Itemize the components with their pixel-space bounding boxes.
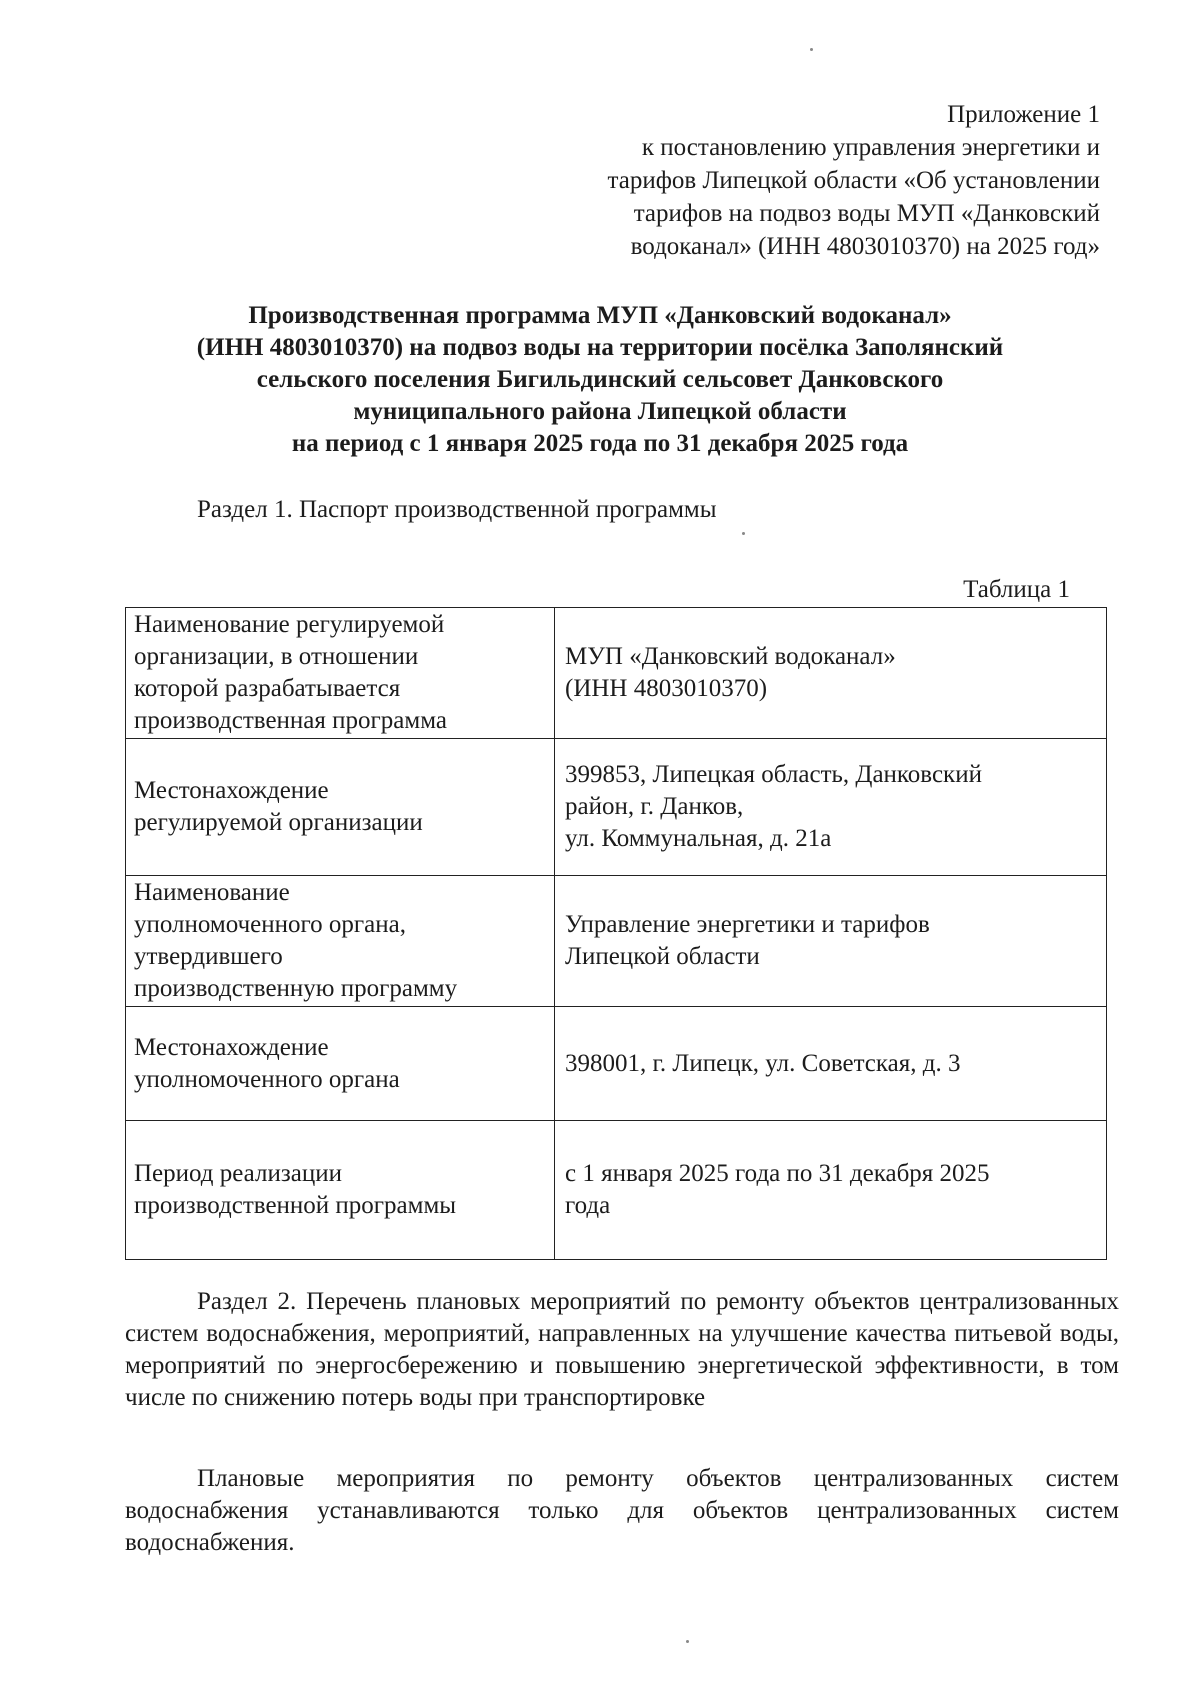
row-label: Наименование уполномоченного органа, утвердившего производственную программу [126,876,555,1007]
appendix-line: тарифов Липецкой области «Об установлении [607,167,1100,194]
row-value: 399853, Липецкая область, Данковский район, г. Данков, ул. Коммунальная, д. 21а [555,739,1107,876]
title-line: на период с 1 января 2025 года по 31 декабря 2025 года [291,430,909,457]
table-row [126,1121,1107,1260]
row-label: Наименование регулируемой организации, в отношении которой разрабатывается производственная программа [126,608,555,739]
row-label: Местонахождение уполномоченного органа [126,1007,555,1121]
row-label: Период реализации производственной программы [126,1121,555,1260]
document-title [120,300,1080,460]
title-line: (ИНН 4803010370) на подвоз воды на территории посёлка Заполянский [196,334,1004,361]
scan-speck [810,48,813,51]
table-row [126,876,1107,1007]
title-line: Производственная программа МУП «Данковский водоканал» [248,302,952,329]
appendix-header [500,98,1100,263]
row-value: Управление энергетики и тарифов Липецкой области [555,876,1107,1007]
scan-speck [742,532,745,535]
section-1-heading: Раздел 1. Паспорт производственной программы [197,496,717,523]
table-caption: Таблица 1 [963,576,1070,603]
row-value: МУП «Данковский водоканал» (ИНН 4803010370) [555,608,1107,739]
appendix-line: Приложение 1 [947,101,1100,128]
appendix-line: тарифов на подвоз воды МУП «Данковский [633,200,1100,227]
row-value: 398001, г. Липецк, ул. Советская, д. 3 [555,1007,1107,1121]
title-line: муниципального района Липецкой области [353,398,847,425]
passport-table [125,607,1107,1260]
title-line: сельского поселения Бигильдинский сельсовет Данковского [256,366,944,393]
section-2-paragraph: Плановые мероприятия по ремонту объектов централизованных систем водоснабжения устанавливаются только для объектов централизованных систем водоснабжения. [125,1465,1119,1556]
appendix-line: водоканал» (ИНН 4803010370) на 2025 год» [630,233,1100,260]
appendix-line: к постановлению управления энергетики и [641,134,1100,161]
table-row [126,608,1107,739]
scan-speck [686,1640,689,1643]
section-2-heading: Раздел 2. Перечень плановых мероприятий по ремонту объектов централизованных систем водоснабжения, мероприятий, направленных на улучшение качества питьевой воды, мероприятий по энергосбережению и повышению энергетической эффективности, в том числе по снижению потерь воды при транспортировке [125,1288,1119,1411]
table-row [126,1007,1107,1121]
row-value: с 1 января 2025 года по 31 декабря 2025 года [555,1121,1107,1260]
row-label: Местонахождение регулируемой организации [126,739,555,876]
table-row [126,739,1107,876]
